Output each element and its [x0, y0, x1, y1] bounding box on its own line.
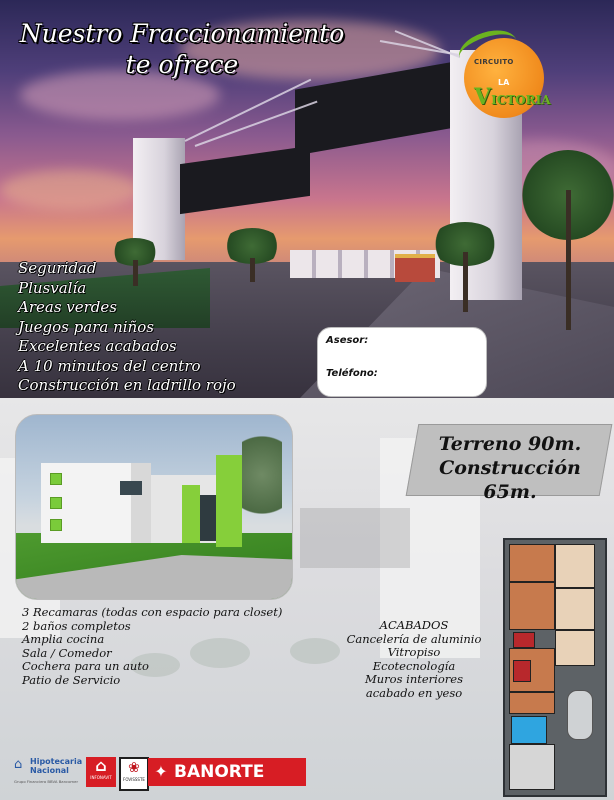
asesor-label: Asesor: [326, 335, 369, 346]
room-item: Sala / Comedor [22, 645, 112, 660]
car-icon [567, 690, 593, 740]
headline [12, 18, 352, 80]
infonavit-logo-icon: ⌂ [95, 756, 107, 775]
playground [395, 254, 435, 282]
house-outline-icon: ⌂ [14, 757, 23, 772]
construccion-text: Construcción 65m. [439, 457, 581, 503]
feature-item: Plusvalía [18, 278, 87, 297]
room-item: 3 Recamaras (todas con espacio para closet) [22, 605, 283, 619]
circuito-la-victoria-logo [458, 32, 554, 120]
banorte-text: BANORTE [174, 762, 265, 782]
acabados-item: Ecotecnología [372, 658, 456, 673]
logo-la-text: LA [498, 78, 510, 87]
room-item: Patio de Servicio [22, 672, 121, 687]
room-item: Cochera para un auto [22, 659, 149, 674]
fovissste-logo [119, 757, 149, 791]
fovissste-logo-icon: ❀ [128, 760, 140, 776]
logo-circuito-text: CIRCUITO [474, 58, 514, 66]
banorte-logo-icon: ✦ [154, 762, 168, 781]
house-render [15, 414, 293, 600]
acabados-item: Cancelería de aluminio [346, 631, 482, 646]
acabados-list [344, 619, 484, 701]
sizes-text [412, 432, 608, 504]
infonavit-logo [86, 757, 116, 787]
headline-line-1: Nuestro Fraccionamiento [19, 19, 345, 48]
infonavit-text: INFONAVIT [90, 775, 112, 780]
feature-item: Areas verdes [18, 298, 117, 316]
features-list [18, 259, 236, 396]
acabados-item: acabado en yeso [365, 685, 463, 700]
contact-box [317, 327, 487, 397]
feature-item: Excelentes acabados [18, 337, 177, 355]
fovissste-text: FOVISSSTE [123, 777, 145, 782]
terreno-text: Terreno 90m. [438, 433, 582, 455]
feature-item: Seguridad [18, 259, 97, 277]
telefono-label: Teléfono: [326, 368, 378, 379]
floor-plan [503, 538, 607, 797]
hipotecaria-nacional-logo: ⌂ Hipotecaria Nacional Grupo Financiero BBVA Bancomer [14, 757, 83, 784]
feature-item: A 10 minutos del centro [18, 356, 201, 375]
logo-victoria-text: VICTORIA [474, 84, 551, 110]
room-item: 2 baños completos [22, 618, 131, 633]
acabados-title: ACABADOS [379, 618, 449, 632]
feature-item: Juegos para niños [18, 317, 154, 336]
feature-item: Construcción en ladrillo rojo [18, 376, 236, 394]
room-item: Amplia cocina [22, 632, 105, 647]
gate-beam-lower [180, 146, 310, 214]
rooms-list [22, 606, 282, 688]
banorte-logo [148, 758, 306, 786]
acabados-item: Muros interiores [365, 672, 463, 687]
acabados-item: Vitropiso [387, 645, 441, 660]
headline-line-2: te ofrece [125, 50, 239, 79]
